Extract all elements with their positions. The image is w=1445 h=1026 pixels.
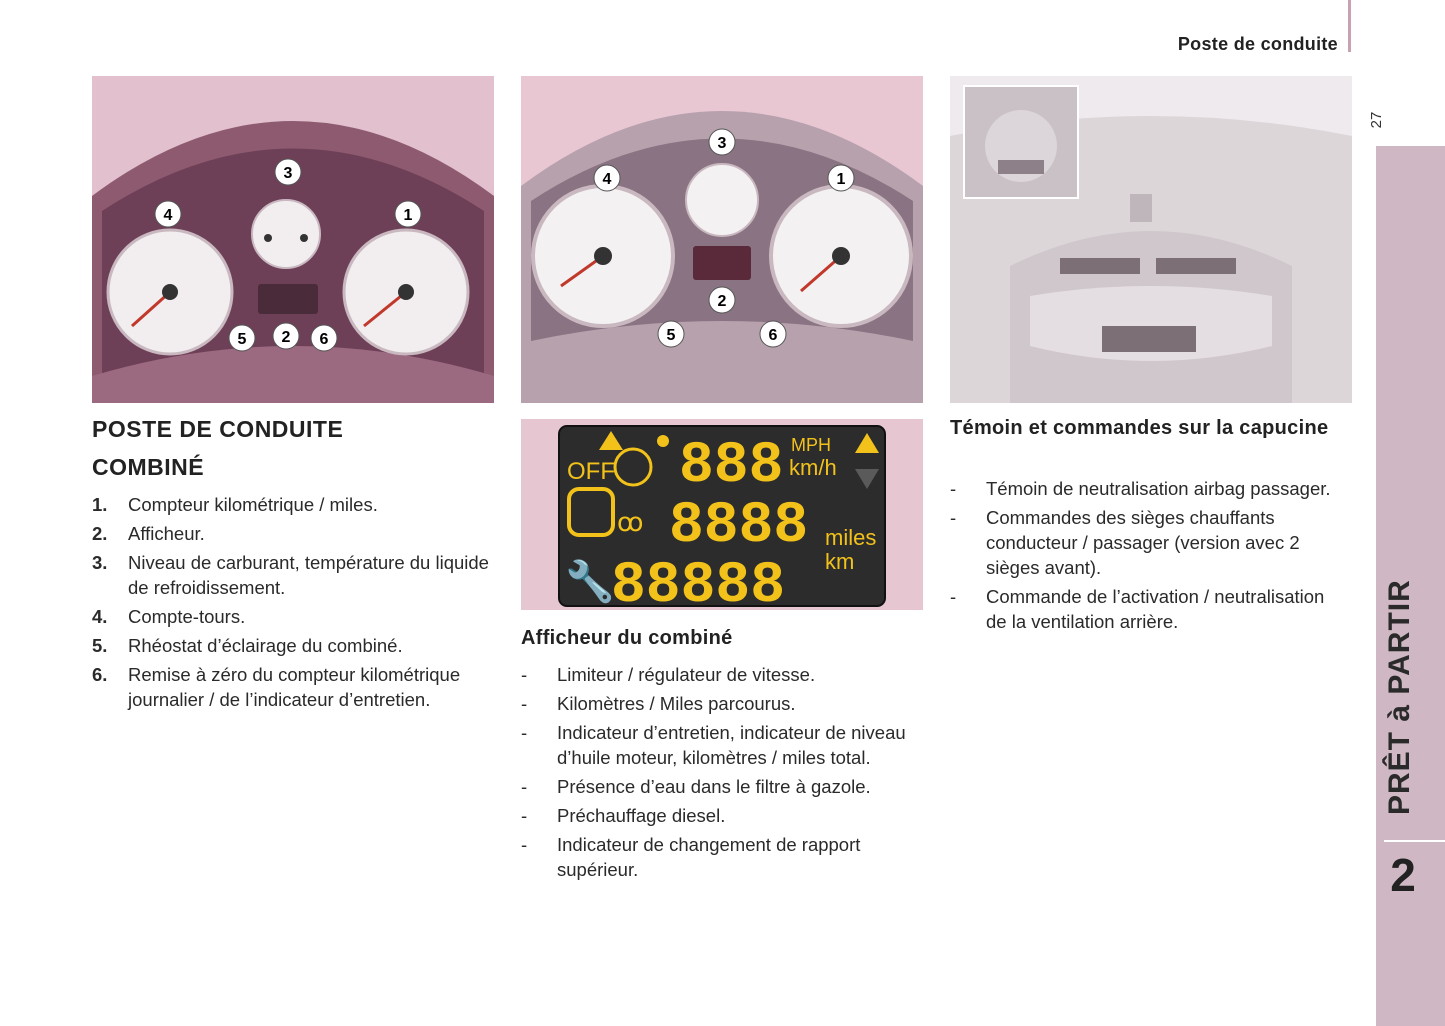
callout-1 (828, 165, 854, 191)
side-tab-divider (1384, 840, 1445, 842)
svg-text:2: 2 (717, 293, 727, 310)
callout-3 (709, 129, 735, 155)
mph-label: MPH (791, 435, 831, 455)
list-item: - Limiteur / régulateur de vitesse. (521, 664, 816, 685)
speed-digits: 888 (679, 434, 784, 499)
svg-text:4: 4 (602, 171, 612, 188)
kmh-label: km/h (789, 455, 837, 480)
callout-1 (395, 201, 421, 227)
instrument-cluster-closeup-illustration (521, 76, 923, 403)
callout-3 (275, 159, 301, 185)
list-item: - Présence d’eau dans le filtre à gazole. (521, 776, 871, 797)
section-heading-capucine: Témoin et commandes sur la capucine (950, 417, 1329, 439)
callout-6 (760, 321, 786, 347)
svg-text:4: 4 (163, 207, 173, 224)
section-subheading-combine: COMBINÉ (92, 454, 205, 480)
svg-text:6: 6 (319, 331, 329, 348)
list-item: 4. Compte-tours. (92, 606, 246, 627)
afficheur-items-list (521, 662, 926, 886)
svg-text:1: 1 (403, 207, 413, 224)
list-item: - Préchauffage diesel. (521, 805, 726, 826)
page-header-title: Poste de conduite (1177, 34, 1338, 54)
svg-text:5: 5 (666, 327, 676, 344)
list-item: 1. Compteur kilométrique / miles. (92, 494, 378, 515)
side-tab-edge (1374, 146, 1376, 1026)
combine-items-list (92, 492, 512, 716)
svg-text:5: 5 (237, 331, 247, 348)
callout-4 (594, 165, 620, 191)
list-item: 2. Afficheur. (92, 523, 205, 544)
list-item: 5. Rhéostat d’éclairage du combiné. (92, 635, 403, 656)
callout-2 (709, 287, 735, 313)
wrench-icon: 🔧 (565, 559, 615, 605)
off-label: OFF (567, 458, 615, 485)
capucine-items-list (950, 476, 1350, 638)
callout-2 (273, 323, 299, 349)
section-heading-poste: POSTE DE CONDUITE (92, 416, 344, 442)
list-item: 6. Remise à zéro du compteur kilométrique journalier / de l’indicateur d’entretien. (92, 664, 461, 710)
list-item: - Indicateur d’entretien, indicateur de niveau d’huile moteur, kilomètres / miles total. (521, 722, 906, 768)
list-item: - Commandes des sièges chauffants conducteur / passager (version avec 2 sièges avant). (950, 507, 1300, 578)
km-label: km (825, 549, 855, 574)
list-item: - Témoin de neutralisation airbag passager. (950, 478, 1331, 499)
chapter-title: PRÊT à PARTIR (1383, 579, 1416, 815)
callout-4 (155, 201, 181, 227)
callout-5 (229, 325, 255, 351)
callout-6 (311, 325, 337, 351)
digital-display-illustration (521, 419, 923, 610)
instrument-cluster-illustration (92, 76, 494, 403)
svg-text:1: 1 (836, 171, 846, 188)
list-item: - Kilomètres / Miles parcourus. (521, 693, 796, 714)
callout-5 (658, 321, 684, 347)
svg-text:6: 6 (768, 327, 778, 344)
total-digits: 88888 (611, 554, 786, 610)
list-item: - Indicateur de changement de rapport supérieur. (521, 834, 861, 880)
overhead-console-illustration (950, 76, 1352, 403)
svg-text:3: 3 (283, 165, 293, 182)
preheat-coil: ꝏ (617, 507, 644, 537)
list-item: - Commande de l’activation / neutralisation de la ventilation arrière. (950, 586, 1325, 632)
trip-digits: 8888 (669, 494, 809, 559)
page-number: 27 (1368, 111, 1385, 129)
chapter-number: 2 (1390, 849, 1416, 901)
section-heading-afficheur: Afficheur du combiné (521, 627, 733, 649)
header-rule (1348, 0, 1351, 52)
svg-text:2: 2 (281, 329, 291, 346)
miles-label: miles (825, 525, 877, 550)
list-item: 3. Niveau de carburant, température du liquide de refroidissement. (92, 552, 489, 598)
svg-text:3: 3 (717, 135, 727, 152)
